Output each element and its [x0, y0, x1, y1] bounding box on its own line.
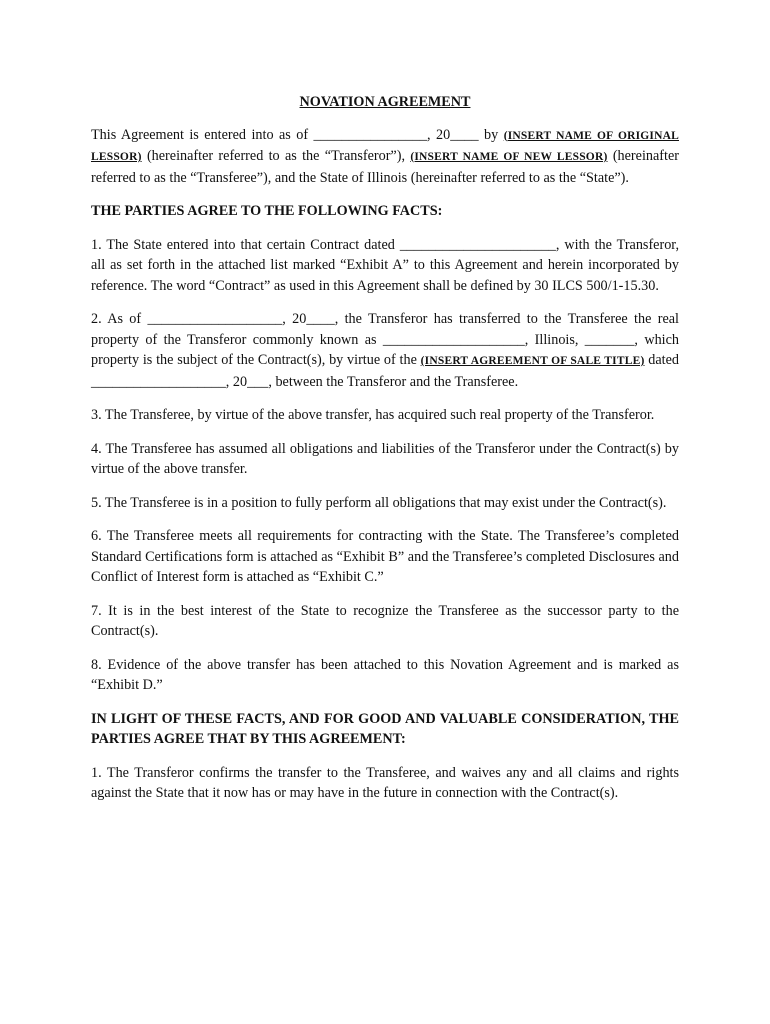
fact-1: 1. The State entered into that certain Contract dated ______________________, with the Transferor, all as set forth in the attached list marked “Exhibit A” to this Agreement and herein incorporated by reference. The word “Contract” as used in this Agreement shall be defined by 30 ILCS 500/1-15.30. — [91, 236, 679, 294]
fact-2 — [91, 309, 679, 392]
fact-2-text-a: 2. As of ___________________, 20____, the Transferor has transferred to the Transferee the real property of the Transferor commonly known as ____________________, Illinois, _______, which property is the subject of the Contract(s), by virtue of the — [91, 311, 679, 368]
agreement-heading: IN LIGHT OF THESE FACTS, AND FOR GOOD AND VALUABLE CONSIDERATION, THE PARTIES AGREE THAT BY THIS AGREEMENT: — [91, 710, 679, 747]
document-page — [91, 92, 679, 817]
document-title: NOVATION AGREEMENT — [299, 94, 471, 110]
placeholder-new-lessor: (INSERT NAME OF NEW LESSOR) — [410, 151, 608, 163]
intro-paragraph — [91, 125, 679, 189]
facts-heading: THE PARTIES AGREE TO THE FOLLOWING FACTS: — [91, 203, 443, 219]
fact-7: 7. It is in the best interest of the State to recognize the Transferee as the successor party to the Contract(s). — [91, 602, 679, 639]
agreement-1: 1. The Transferor confirms the transfer to the Transferee, and waives any and all claims and rights against the State that it now has or may have in the future in connection with the Contract(s). — [91, 764, 679, 801]
placeholder-original-lessor: (INSERT NAME OF ORIGINAL LESSOR) — [91, 129, 679, 163]
fact-5: 5. The Transferee is in a position to fully perform all obligations that may exist under the Contract(s). — [91, 494, 667, 511]
fact-3: 3. The Transferee, by virtue of the above transfer, has acquired such real property of the Transferor. — [91, 407, 655, 423]
fact-2-text-b: dated ___________________, 20___, between the Transferor and the Transferee. — [91, 352, 679, 390]
intro-text-2: (hereinafter referred to as the “Transferor”), — [141, 148, 411, 164]
intro-text-3: (hereinafter referred to as the “Transferee”), and the State of Illinois (hereinafter referred to as the “State”). — [91, 148, 679, 186]
intro-text-1: This Agreement is entered into as of ________________, 20____ by — [91, 126, 504, 143]
placeholder-agreement-of-sale: (INSERT AGREEMENT OF SALE TITLE) — [420, 355, 645, 367]
fact-8: 8. Evidence of the above transfer has been attached to this Novation Agreement and is marked as “Exhibit D.” — [91, 656, 679, 693]
fact-6: 6. The Transferee meets all requirements for contracting with the State. The Transferee’s completed Standard Certifications form is attached as “Exhibit B” and the Transferee’s completed Disclosures and Conflict of Interest form is attached as “Exhibit C.” — [91, 528, 679, 585]
fact-4: 4. The Transferee has assumed all obligations and liabilities of the Transferor under the Contract(s) by virtue of the above transfer. — [91, 440, 679, 477]
